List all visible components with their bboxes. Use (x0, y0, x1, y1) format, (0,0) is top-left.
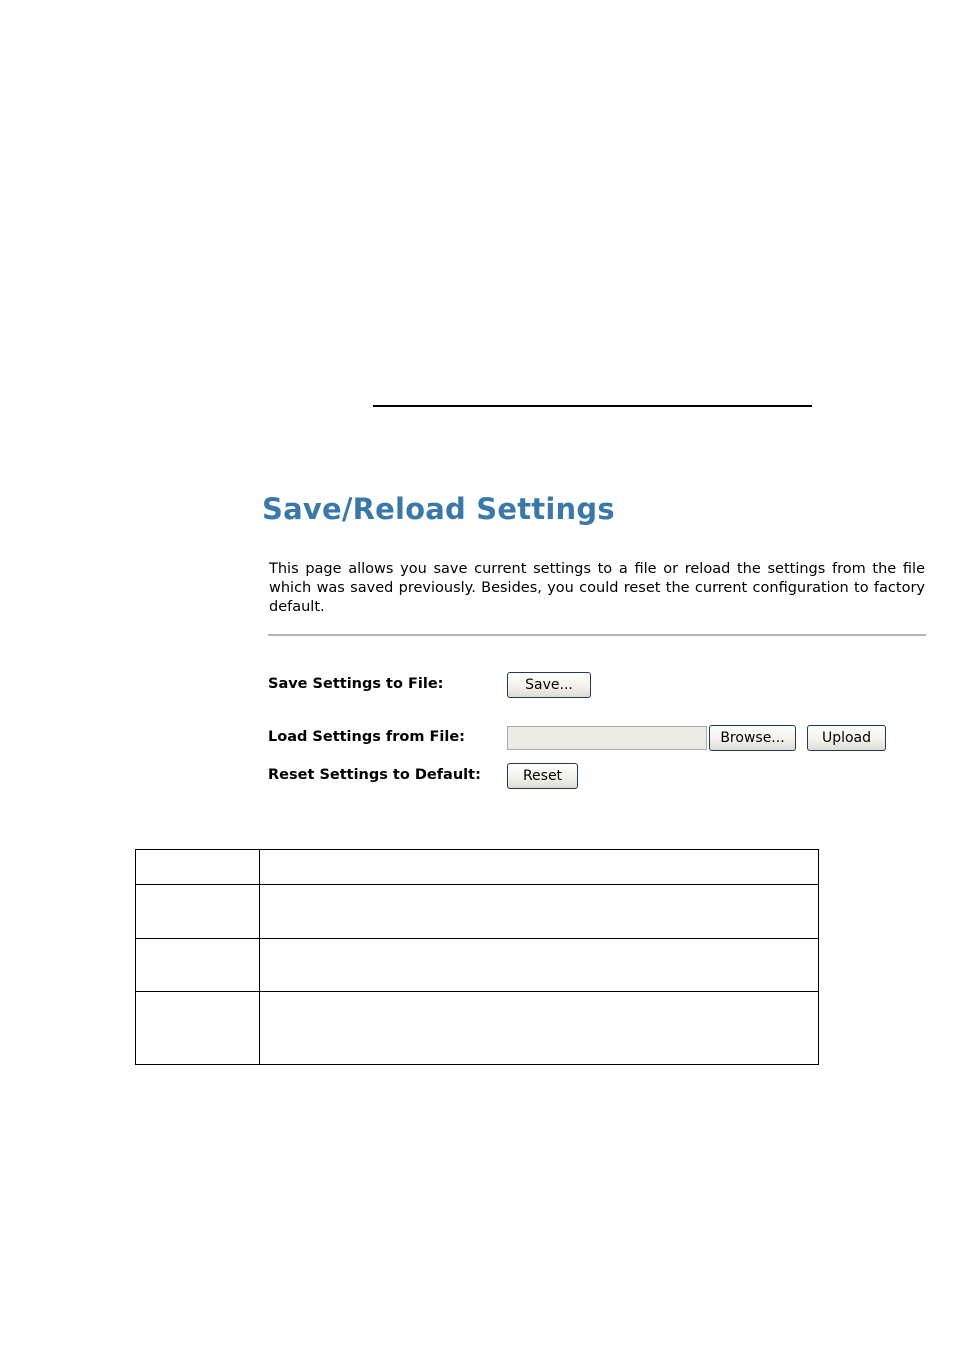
reset-settings-label: Reset Settings to Default: (268, 767, 481, 783)
top-rule (373, 405, 812, 407)
upload-button[interactable]: Upload (807, 725, 886, 751)
save-settings-label: Save Settings to File: (268, 676, 444, 692)
table-cell (260, 939, 819, 992)
section-divider (268, 634, 926, 636)
page-description: This page allows you save current settings to a file or reload the settings from the file which was saved previously. Besides, you could reset the current configuration to factory default. (269, 561, 925, 615)
load-settings-label: Load Settings from File: (268, 729, 465, 745)
table-cell (136, 939, 260, 992)
table-cell (136, 850, 260, 885)
reset-button[interactable]: Reset (507, 763, 578, 789)
browse-button[interactable]: Browse... (709, 725, 796, 751)
table-cell (260, 885, 819, 939)
table-cell (136, 885, 260, 939)
table-row (136, 939, 819, 992)
table-cell (260, 850, 819, 885)
page-title: Save/Reload Settings (262, 492, 615, 526)
table-cell (136, 992, 260, 1065)
table-row (136, 885, 819, 939)
table-row (136, 850, 819, 885)
table-row (136, 992, 819, 1065)
file-path-input[interactable] (507, 726, 707, 750)
table-cell (260, 992, 819, 1065)
parameter-table (135, 849, 819, 1065)
save-button[interactable]: Save... (507, 672, 591, 698)
